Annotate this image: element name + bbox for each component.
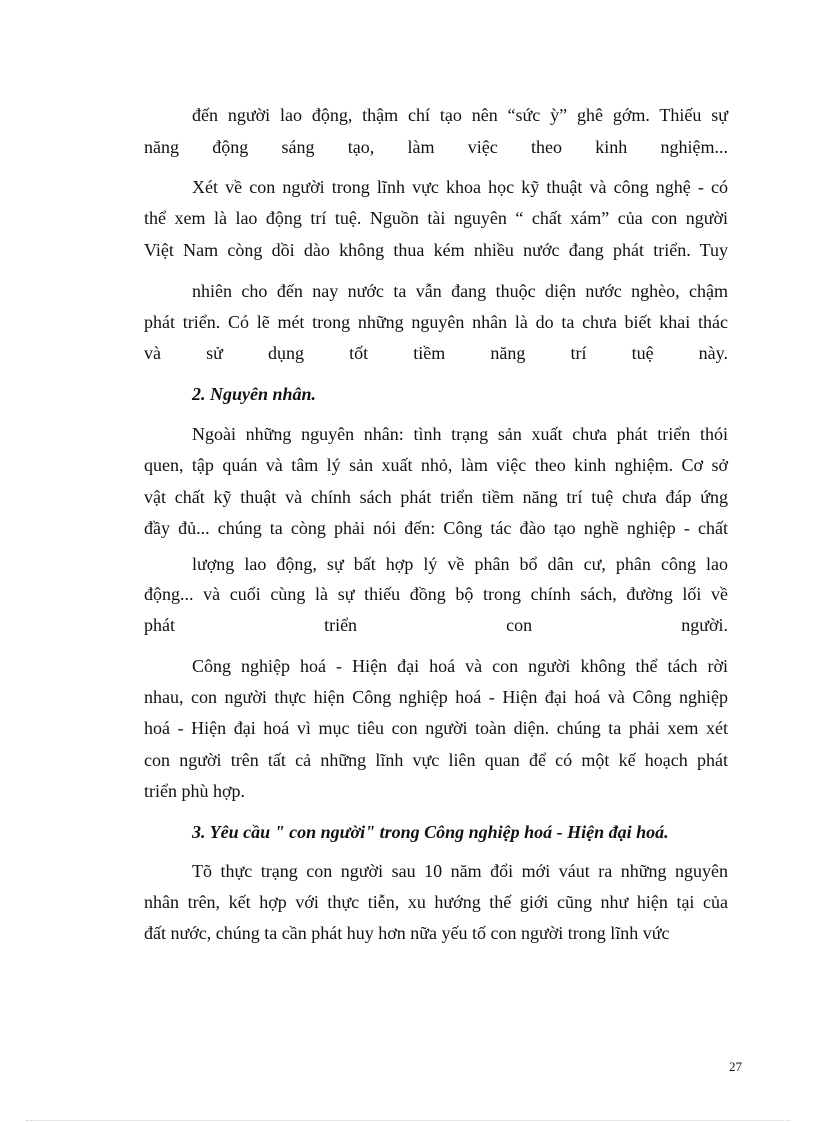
text-line: thể xem là lao động trí tuệ. Nguồn tài nguyên “ chất xám” của con người bbox=[144, 208, 728, 228]
text-line: đến người lao động, thậm chí tạo nên “sức ỳ” ghê gớm. Thiếu sự bbox=[192, 105, 728, 125]
section-heading: 2. Nguyên nhân. bbox=[192, 384, 317, 404]
text-line: nhân trên, kết hợp với thực tiễn, xu hướng thế giới cũng như hiện tại của bbox=[144, 892, 728, 912]
text-line: Ngoài những nguyên nhân: tình trạng sản xuất chưa phát triển thói bbox=[192, 424, 728, 444]
text-line: đất nước, chúng ta cần phát huy hơn nữa yếu tố con người trong lĩnh vức bbox=[144, 923, 670, 943]
text-line: lượng lao động, sự bất hợp lý về phân bổ dân cư, phân công lao bbox=[192, 554, 728, 574]
text-line: hoá - Hiện đại hoá vì mục tiêu con người toàn diện. chúng ta phải xem xét bbox=[144, 718, 728, 738]
text-line: nhiên cho đến nay nước ta vẫn đang thuộc diện nước nghèo, chậm bbox=[192, 281, 728, 301]
text-line: năng động sáng tạo, làm việc theo kinh nghiệm... bbox=[144, 137, 728, 157]
text-line: quen, tập quán và tâm lý sản xuất nhỏ, làm việc theo kinh nghiệm. Cơ sở bbox=[144, 455, 728, 475]
text-line: vật chất kỹ thuật và chính sách phát triển tiềm năng trí tuệ chưa đáp ứng bbox=[144, 487, 728, 507]
text-line: phát triển. Có lẽ mét trong những nguyên nhân là do ta chưa biết khai thác bbox=[144, 312, 728, 332]
page-bottom-divider bbox=[26, 1120, 790, 1121]
text-line: Việt Nam còng dồi dào không thua kém nhiều nước đang phát triển. Tuy bbox=[144, 240, 728, 260]
page-number: 27 bbox=[729, 1059, 742, 1074]
text-line: triển phù hợp. bbox=[144, 781, 246, 801]
text-line: Xét về con người trong lĩnh vực khoa học kỹ thuật và công nghệ - có bbox=[192, 177, 728, 197]
text-line: nhau, con người thực hiện Công nghiệp hoá - Hiện đại hoá và Công nghiệp bbox=[144, 687, 728, 707]
text-line: Tõ thực trạng con người sau 10 năm đổi mới váut ra những nguyên bbox=[192, 861, 728, 881]
text-line: Công nghiệp hoá - Hiện đại hoá và con người không thể tách rời bbox=[192, 656, 728, 676]
text-line: và sử dụng tốt tiềm năng trí tuệ này. bbox=[144, 343, 728, 363]
text-line: con người trên tất cả những lĩnh vực liên quan để có một kế hoạch phát bbox=[144, 750, 728, 770]
section-heading: 3. Yêu cầu " con người" trong Công nghiệp hoá - Hiện đại hoá. bbox=[192, 822, 669, 842]
text-line: phát triển con người. bbox=[144, 615, 728, 635]
text-line: đầy đủ... chúng ta còng phải nói đến: Công tác đào tạo nghề nghiệp - chất bbox=[144, 518, 728, 538]
text-line: động... và cuối cùng là sự thiếu đồng bộ trong chính sách, đường lối về bbox=[144, 584, 728, 604]
